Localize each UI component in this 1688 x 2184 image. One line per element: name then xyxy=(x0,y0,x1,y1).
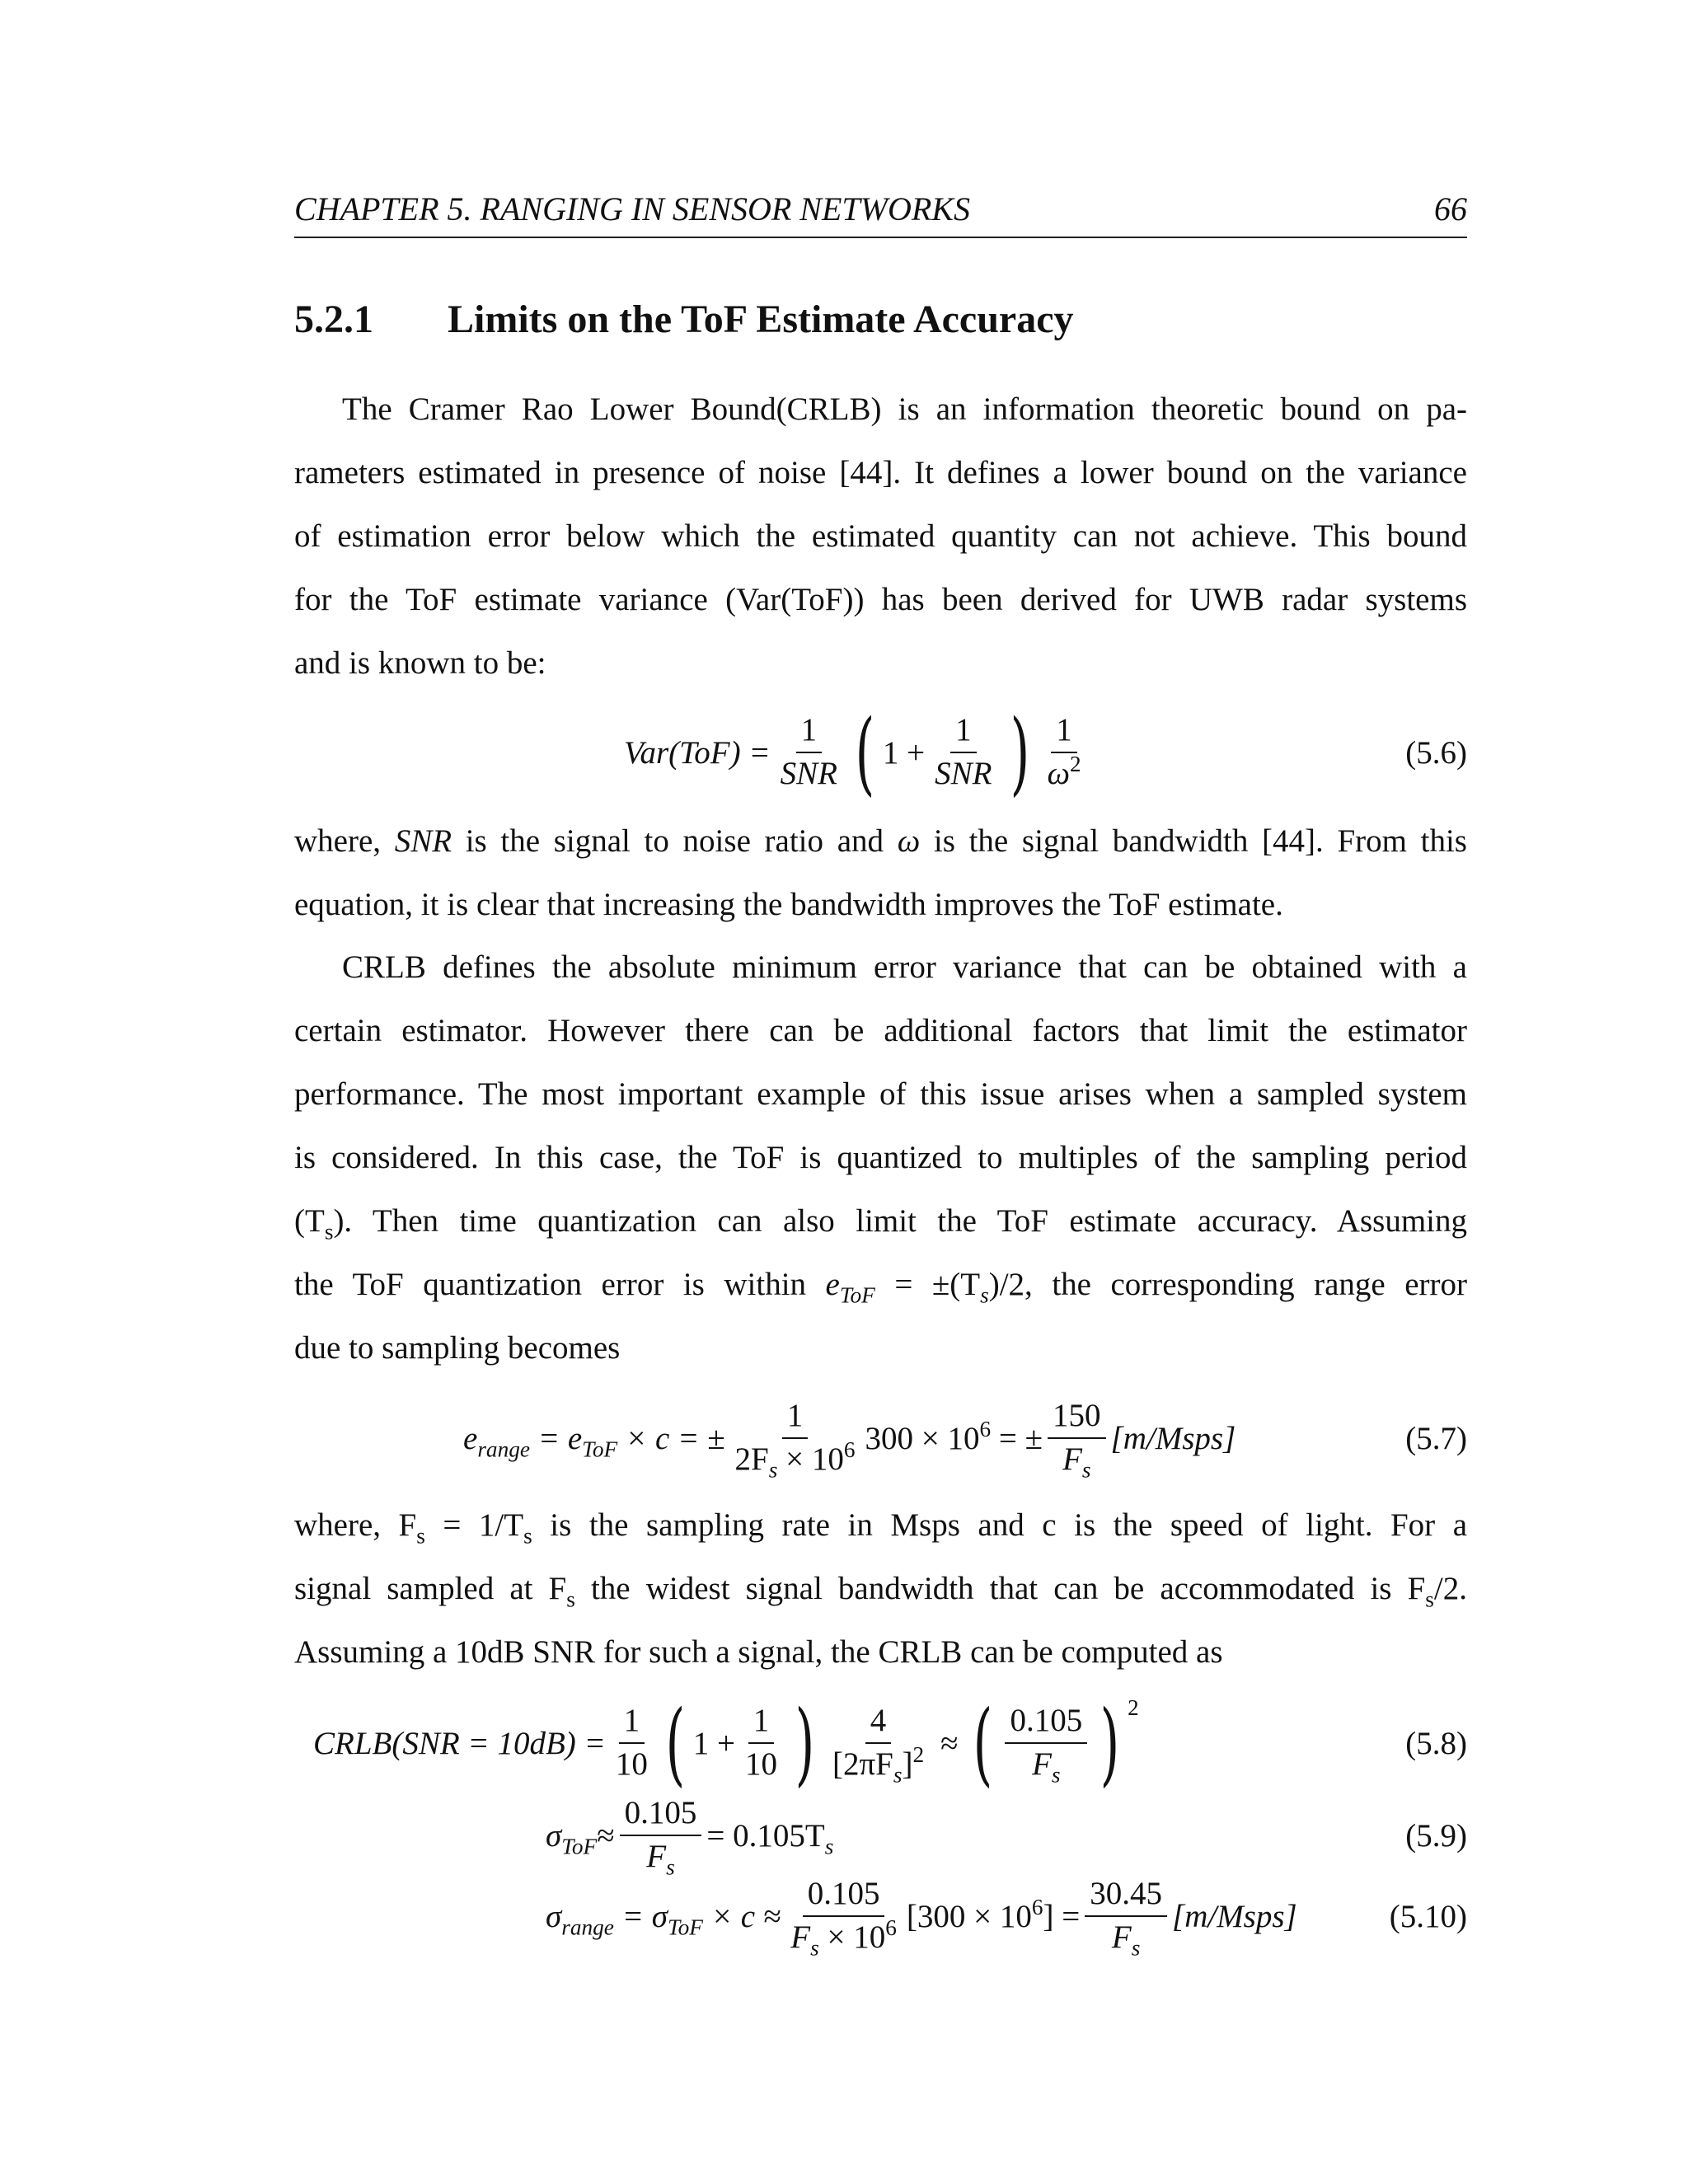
paragraph-quantization xyxy=(294,935,1467,1380)
running-header xyxy=(294,190,1467,238)
text-line: and is known to be: xyxy=(294,645,546,681)
fraction: $\frac{0.105}{F_s}$ xyxy=(1005,1704,1087,1783)
equation-5-6 xyxy=(294,700,1467,805)
equation-number: (5.8) xyxy=(1405,1726,1467,1761)
eq-term: $[300 \times 10^6]$ = xyxy=(906,1894,1081,1934)
equation-5-9 xyxy=(294,1790,1467,1881)
eq-lhs: Var(ToF) = xyxy=(624,734,771,771)
right-paren: ) xyxy=(795,1690,815,1796)
equation-number: (5.7) xyxy=(1405,1421,1467,1456)
eq-term: 1 + xyxy=(692,1725,736,1761)
equation-number: (5.10) xyxy=(1389,1899,1467,1934)
text-line: $(T_s)$. Then time quantization can also limit the ToF estimate accuracy. Assuming xyxy=(294,1203,1467,1244)
eq-unit: [m/Msps] xyxy=(1110,1420,1236,1456)
eq-rhs: = $0.105T_s$ xyxy=(706,1817,834,1859)
fraction: $\frac{0.105}{F_s}$ xyxy=(620,1796,702,1875)
text-line: performance. The most important example of this issue arises when a sampled system xyxy=(294,1076,1467,1112)
paragraph-crlb-intro xyxy=(294,377,1467,695)
left-paren: ( xyxy=(855,700,875,805)
text-line: certain estimator. However there can be additional factors that limit the estimator xyxy=(294,1013,1467,1048)
fraction: $\frac{1}{2F_s \times 10^6}$ xyxy=(734,1398,856,1483)
section-number: 5.2.1 xyxy=(294,298,373,341)
text-line: due to sampling becomes xyxy=(294,1330,621,1366)
text-line: where, $F_s = 1/T_s$ is the sampling rate in Msps and c is the speed of light. For a xyxy=(294,1507,1467,1549)
equation-5-7 xyxy=(294,1393,1467,1483)
eq-lhs: $\sigma_{range} = \sigma_{ToF} \times c$ ≈ xyxy=(546,1898,781,1940)
eq-lhs: $e_{range} = e_{ToF} \times c$ = ± xyxy=(463,1420,725,1462)
eq-term: 1 + xyxy=(882,734,926,771)
exponent: 2 xyxy=(1128,1695,1139,1720)
fraction: $\frac{1}{10}$ xyxy=(615,1703,648,1782)
text-line: where, SNR is the signal to noise ratio and ω is the signal bandwidth [44]. From this xyxy=(294,823,1467,859)
paragraph-sampling xyxy=(294,1493,1467,1684)
eq-term: $300 \times 10^6$ = ± xyxy=(865,1416,1043,1456)
equation-number: (5.9) xyxy=(1405,1818,1467,1854)
eq-lhs: CRLB(SNR = 10dB) = xyxy=(313,1725,606,1761)
left-paren: ( xyxy=(973,1690,992,1796)
text-line: The Cramer Rao Lower Bound(CRLB) is an information theoretic bound on pa- xyxy=(342,391,1467,427)
approx-sign: ≈ xyxy=(597,1817,615,1854)
page-number: 66 xyxy=(1434,190,1467,227)
text-line: rameters estimated in presence of noise [44]. It defines a lower bound on the variance xyxy=(294,455,1467,490)
text-line: CRLB defines the absolute minimum error variance that can be obtained with a xyxy=(342,949,1467,985)
fraction: $\frac{1}{\text{SNR}}$ xyxy=(935,712,992,791)
text-line: Assuming a 10dB SNR for such a signal, the CRLB can be computed as xyxy=(294,1634,1223,1670)
text-line: for the ToF estimate variance (Var(ToF)) has been derived for UWB radar systems xyxy=(294,582,1467,617)
section-heading xyxy=(294,297,1074,342)
text-line: equation, it is clear that increasing the bandwidth improves the ToF estimate. xyxy=(294,887,1283,922)
left-paren: ( xyxy=(665,1690,686,1796)
text-line: signal sampled at $F_s$ the widest signal bandwidth that can be accommodated is $F_s/2$. xyxy=(294,1571,1467,1612)
fraction: $\frac{1}{10}$ xyxy=(745,1703,778,1782)
section-title: Limits on the ToF Estimate Accuracy xyxy=(448,298,1074,341)
eq-lhs: $\sigma_{ToF}$ xyxy=(546,1817,598,1859)
chapter-title: CHAPTER 5. RANGING IN SENSOR NETWORKS xyxy=(294,190,970,227)
fraction: $\frac{30.45}{F_s}$ xyxy=(1085,1877,1167,1956)
right-paren: ) xyxy=(1010,700,1029,805)
text-line: of estimation error below which the estimated quantity can not achieve. This bound xyxy=(294,518,1467,554)
fraction: $\frac{1}{\omega^2}$ xyxy=(1047,712,1081,791)
fraction: $\frac{0.105}{F_s \times 10^6}$ xyxy=(790,1876,897,1961)
paragraph-snr xyxy=(294,809,1467,936)
fraction: $\frac{150}{F_s}$ xyxy=(1048,1399,1106,1478)
text-line: the ToF quantization error is within $e_{ToF} = \pm(T_s)/2$, the corresponding range error xyxy=(294,1267,1467,1308)
equation-5-8 xyxy=(294,1690,1467,1796)
fraction: $\frac{4}{[2\pi F_s]^2}$ xyxy=(832,1703,925,1788)
eq-unit: [m/Msps] xyxy=(1172,1898,1297,1934)
fraction: $\frac{1}{\text{SNR}}$ xyxy=(780,712,837,791)
approx-sign: ≈ xyxy=(940,1725,959,1761)
right-paren: ) xyxy=(1100,1690,1120,1796)
equation-number: (5.6) xyxy=(1405,735,1467,771)
text-line: is considered. In this case, the ToF is quantized to multiples of the sampling period xyxy=(294,1140,1467,1175)
equation-5-10 xyxy=(294,1871,1467,1961)
